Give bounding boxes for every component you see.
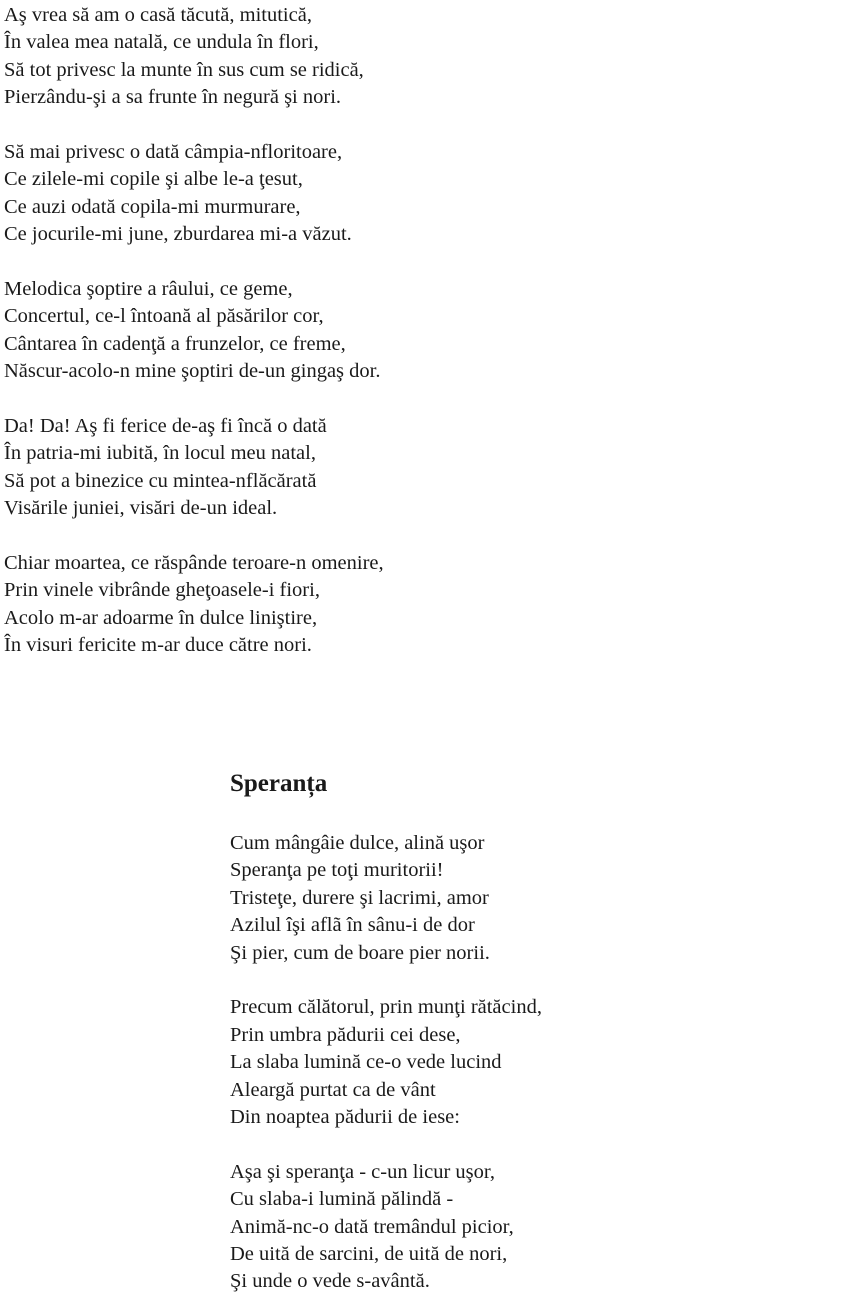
stanza <box>230 830 830 967</box>
verse-line: Ce zilele-mi copile şi albe le-a ţesut, <box>4 168 303 191</box>
verse-line: Cântarea în cadenţă a frunzelor, ce freme, <box>4 332 346 355</box>
verse-line: Şi pier, cum de boare pier norii. <box>230 941 490 964</box>
verse-line: Visările juniei, visări de-un ideal. <box>4 497 278 520</box>
verse-line: Melodica şoptire a râului, ce geme, <box>4 278 293 301</box>
stanza <box>4 550 844 660</box>
verse-line: Să pot a binezice cu mintea-nflăcărată <box>4 469 317 492</box>
stanza <box>230 994 830 1131</box>
verse-line: Animă-nc-o dată tremândul picior, <box>230 1215 514 1238</box>
verse-line: Prin vinele vibrânde gheţoasele-i fiori, <box>4 579 320 602</box>
verse-line: Concertul, ce-l întoană al păsărilor cor, <box>4 305 324 328</box>
verse-line: În valea mea natală, ce undula în flori, <box>4 31 319 54</box>
verse-line: Aleargă purtat ca de vânt <box>230 1078 436 1101</box>
verse-line: Cum mângâie dulce, alină uşor <box>230 832 485 854</box>
verse-line: Tristeţe, durere şi lacrimi, amor <box>230 886 489 909</box>
stanza <box>4 2 844 112</box>
verse-line: Speranţa pe toţi muritorii! <box>230 859 444 882</box>
poem-title: Speranța <box>230 770 328 797</box>
verse-line: De uită de sarcini, de uită de nori, <box>230 1243 508 1266</box>
stanza <box>4 139 844 249</box>
verse-line: Şi unde o vede s-avântă. <box>230 1270 430 1293</box>
verse-line: Pierzându-şi a sa frunte în negură şi nori. <box>4 86 342 109</box>
verse-line: Chiar moartea, ce răspânde teroare-n omenire, <box>4 552 384 575</box>
verse-line: Să mai privesc o dată câmpia-nfloritoare, <box>4 141 343 164</box>
verse-line: În patria-mi iubită, în locul meu natal, <box>4 442 316 465</box>
verse-line: Aşa şi speranţa - c-un licur uşor, <box>230 1160 496 1183</box>
stanza <box>4 276 844 386</box>
poem-first <box>4 2 844 660</box>
verse-line: Ce auzi odată copila-mi murmurare, <box>4 195 301 218</box>
verse-line: Precum călătorul, prin munţi rătăcind, <box>230 996 542 1019</box>
verse-line: Din noaptea pădurii de iese: <box>230 1106 460 1129</box>
verse-line: La slaba lumină ce-o vede lucind <box>230 1051 502 1074</box>
verse-line: Da! Da! Aş fi ferice de-aş fi încă o dată <box>4 415 327 438</box>
verse-line: În visuri fericite m-ar duce către nori. <box>4 634 312 657</box>
verse-line: Acolo m-ar adoarme în dulce liniştire, <box>4 606 318 629</box>
stanza <box>230 1159 830 1296</box>
verse-line: Prin umbra pădurii cei dese, <box>230 1023 461 1046</box>
verse-line: Ce jocurile-mi june, zburdarea mi-a văzut. <box>4 223 352 246</box>
poem-speranta <box>230 768 830 1296</box>
verse-line: Cu slaba-i lumină pălindă - <box>230 1188 454 1211</box>
stanza <box>4 413 844 523</box>
verse-line: Să tot privesc la munte în sus cum se ridică, <box>4 58 364 81</box>
verse-line: Născur-acolo-n mine şoptiri de-un gingaş dor. <box>4 360 381 383</box>
verse-line: Aş vrea să am o casă tăcută, mitutică, <box>4 4 312 26</box>
verse-line: Azilul îşi aflã în sânu-i de dor <box>230 914 475 937</box>
